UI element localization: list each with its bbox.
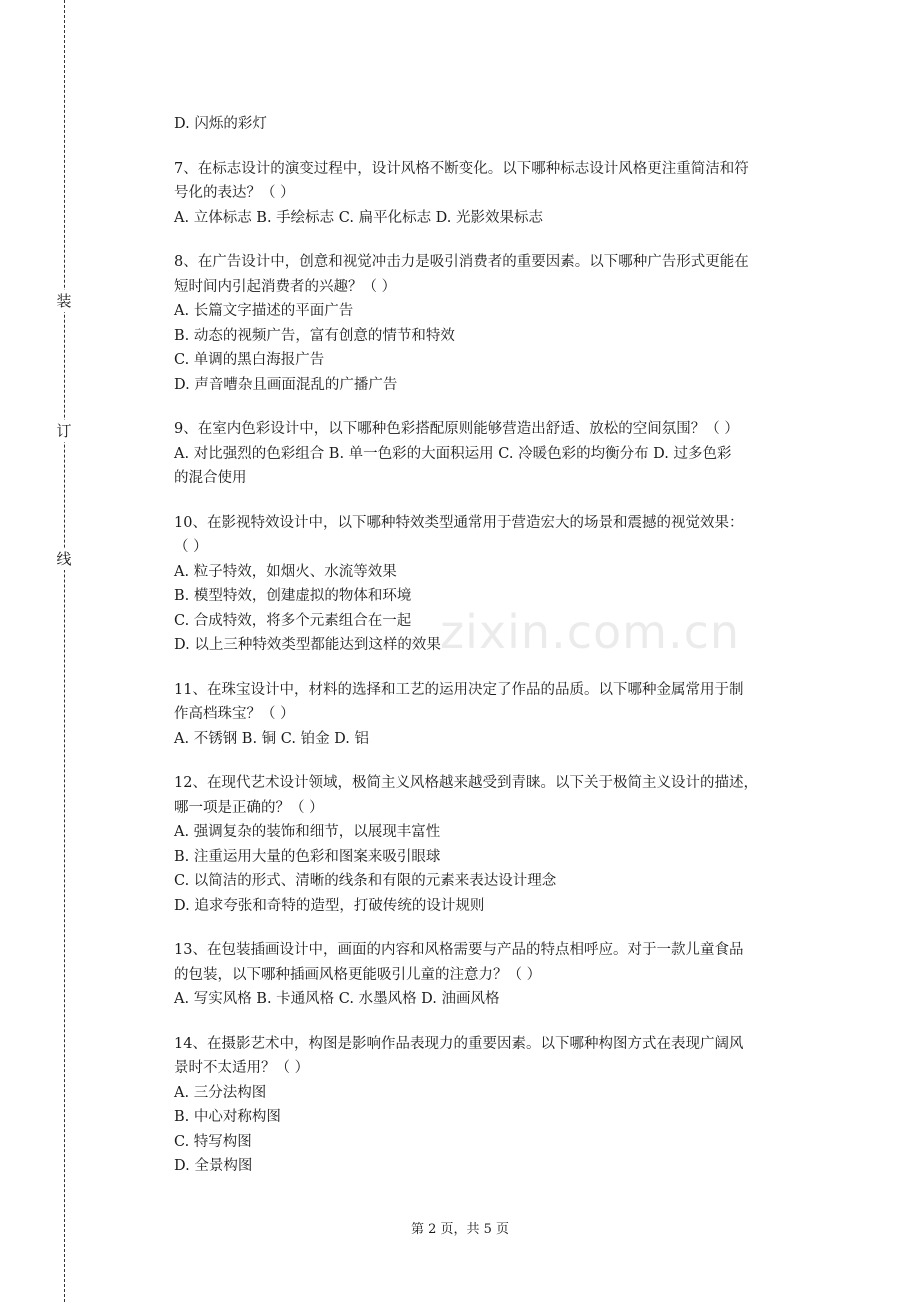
question-line: C. 特写构图 bbox=[174, 1133, 252, 1150]
question-line: A. 不锈钢 B. 铜 C. 铂金 D. 铝 bbox=[174, 730, 370, 747]
question-line: 10、在影视特效设计中，以下哪种特效类型通常用于营造宏大的场景和震撼的视觉效果： bbox=[174, 514, 744, 531]
question-line: 12、在现代艺术设计领域，极简主义风格越来越受到青睐。以下关于极简主义设计的描述， bbox=[174, 775, 758, 791]
question-block bbox=[174, 417, 814, 491]
question-line: A. 对比强烈的色彩组合 B. 单一色彩的大面积运用 C. 冷暖色彩的均衡分布 D. 过多色彩 bbox=[174, 445, 732, 462]
question-line: C. 合成特效，将多个元素组合在一起 bbox=[174, 612, 412, 629]
question-line: A. 立体标志 B. 手绘标志 C. 扁平化标志 D. 光影效果标志 bbox=[174, 209, 544, 226]
question-line: （ ） bbox=[174, 539, 208, 555]
question-line: B. 动态的视频广告，富有创意的情节和特效 bbox=[174, 327, 455, 344]
question-line: B. 模型特效，创建虚拟的物体和环境 bbox=[174, 588, 412, 604]
question-block bbox=[174, 678, 814, 752]
question-line: 8、在广告设计中，创意和视觉冲击力是吸引消费者的重要因素。以下哪种广告形式更能在 bbox=[174, 254, 749, 270]
question-block bbox=[174, 1032, 814, 1179]
question-line: A. 粒子特效，如烟火、水流等效果 bbox=[174, 563, 397, 580]
question-line: C. 以简洁的形式、清晰的线条和有限的元素来表达设计理念 bbox=[174, 873, 557, 889]
question-line: 13、在包装插画设计中，画面的内容和风格需要与产品的特点相呼应。对于一款儿童食品 bbox=[174, 942, 744, 958]
watermark: zixin.com.cn bbox=[440, 605, 741, 659]
question-line: D. 以上三种特效类型都能达到这样的效果 bbox=[174, 637, 441, 653]
question-list bbox=[174, 112, 814, 1199]
question-line: 7、在标志设计的演变过程中，设计风格不断变化。以下哪种标志设计风格更注重简洁和符 bbox=[174, 160, 749, 177]
question-line: 9、在室内色彩设计中，以下哪种色彩搭配原则能够营造出舒适、放松的空间氛围？（ ） bbox=[174, 421, 739, 437]
question-block bbox=[174, 250, 814, 397]
binding-dashed-line bbox=[64, 0, 65, 1302]
question-line: A. 强调复杂的装饰和细节，以展现丰富性 bbox=[174, 824, 441, 840]
question-block bbox=[174, 511, 814, 658]
question-block bbox=[174, 771, 814, 918]
question-line: A. 写实风格 B. 卡通风格 C. 水墨风格 D. 油画风格 bbox=[174, 991, 500, 1007]
question-block bbox=[174, 938, 814, 1012]
question-line: D. 全景构图 bbox=[174, 1158, 253, 1174]
question-line: D. 追求夸张和奇特的造型，打破传统的设计规则 bbox=[174, 897, 485, 914]
question-line: 的混合使用 bbox=[174, 470, 247, 486]
question-line: D. 声音嘈杂且画面混乱的广播广告 bbox=[174, 376, 398, 393]
question-line: 哪一项是正确的？（ ） bbox=[174, 799, 324, 816]
page-footer: 第 2 页，共 5 页 bbox=[410, 1222, 510, 1237]
question-line: A. 长篇文字描述的平面广告 bbox=[174, 303, 354, 319]
question-line: B. 中心对称构图 bbox=[174, 1109, 281, 1125]
question-line: 作高档珠宝？（ ） bbox=[174, 706, 295, 722]
margin-char-ding: 订 bbox=[52, 420, 76, 442]
margin-char-zhuang: 装 bbox=[52, 290, 76, 312]
margin-char-xian: 线 bbox=[52, 548, 76, 570]
question-line: 11、在珠宝设计中，材料的选择和工艺的运用决定了作品的品质。以下哪种金属常用于制 bbox=[174, 681, 744, 698]
question-line: C. 单调的黑白海报广告 bbox=[174, 352, 325, 368]
question-line: 短时间内引起消费者的兴趣？（ ） bbox=[174, 278, 397, 295]
question-line: B. 注重运用大量的色彩和图案来吸引眼球 bbox=[174, 848, 441, 865]
question-block bbox=[174, 112, 814, 137]
question-line: D. 闪烁的彩灯 bbox=[174, 116, 267, 132]
question-line: A. 三分法构图 bbox=[174, 1084, 267, 1101]
question-line: 的包装，以下哪种插画风格更能吸引儿童的注意力？（ ） bbox=[174, 966, 542, 983]
question-line: 号化的表达？（ ） bbox=[174, 185, 295, 201]
question-line: 景时不太适用？（ ） bbox=[174, 1060, 310, 1076]
question-block bbox=[174, 157, 814, 231]
question-line: 14、在摄影艺术中，构图是影响作品表现力的重要因素。以下哪种构图方式在表现广阔风 bbox=[174, 1035, 744, 1052]
